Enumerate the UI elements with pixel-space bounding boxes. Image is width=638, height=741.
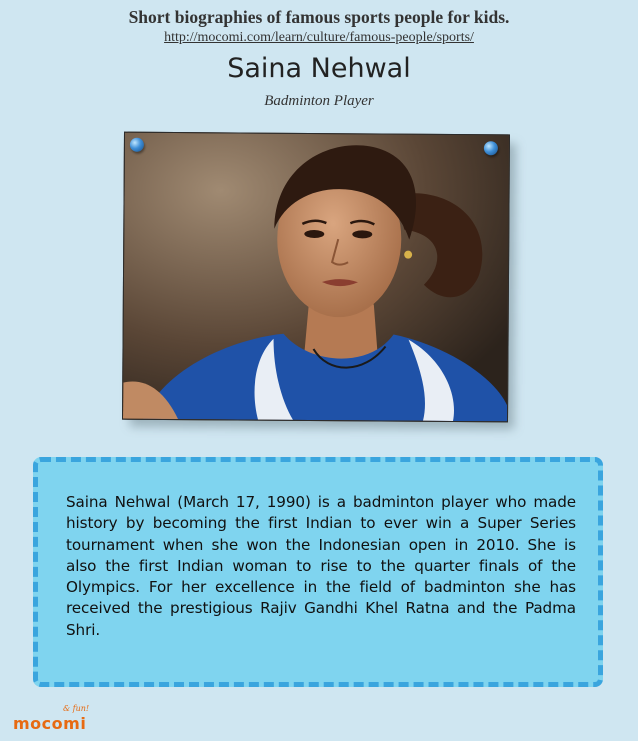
source-link[interactable]: http://mocomi.com/learn/culture/famous-people/sports/ xyxy=(164,30,474,45)
person-role: Badminton Player xyxy=(264,93,374,109)
header-title: Short biographies of famous sports people for kids. xyxy=(128,7,510,27)
player-illustration xyxy=(123,133,509,422)
photo-frame xyxy=(122,132,508,421)
pushpin-icon xyxy=(130,138,144,152)
player-photo xyxy=(122,132,510,423)
logo-tagline: & fun! xyxy=(63,704,90,713)
person-name: Saina Nehwal xyxy=(227,53,411,84)
pushpin-icon xyxy=(484,141,498,155)
mocomi-logo[interactable] xyxy=(13,704,93,734)
bio-text: Saina Nehwal (March 17, 1990) is a badminton player who made history by becoming the first Indian to ever win a Super Series tournament when she won the Indonesian open in 2010. She is also the first Indian woman to rise to the quarter finals of the Olympics. For her excellence in the field of badminton she has received the prestigious Rajiv Gandhi Khel Ratna and the Padma Shri. xyxy=(66,493,576,639)
logo-text: mocomi xyxy=(13,714,87,733)
